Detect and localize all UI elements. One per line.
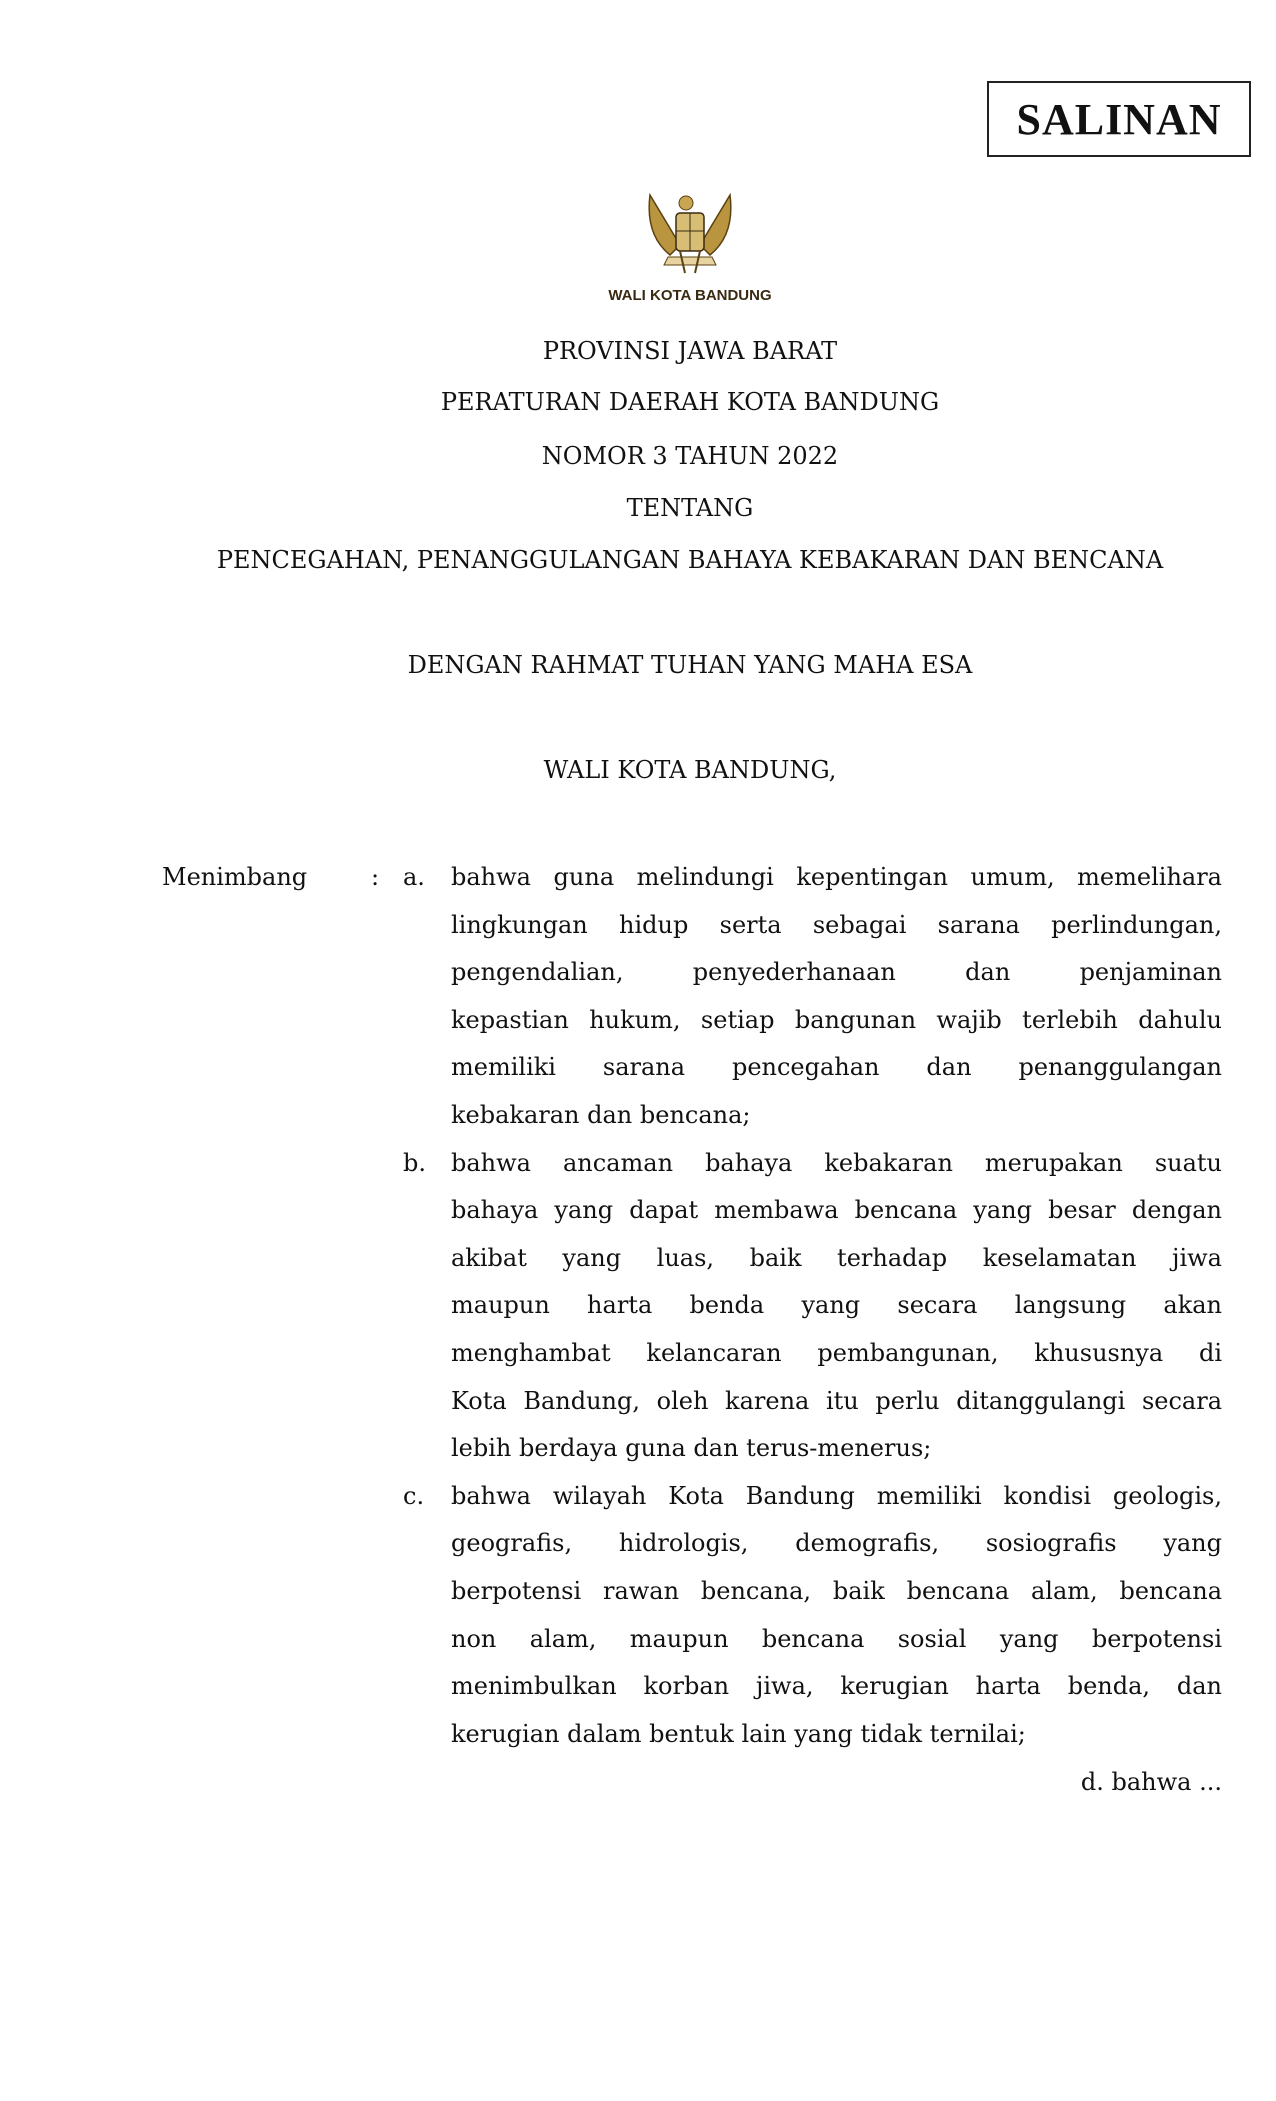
item-text-line: akibat yang luas, baik terhadap keselamatan jiwa [451, 1243, 1222, 1272]
item-text-line: bahaya yang dapat membawa bencana yang besar dengan [451, 1196, 1222, 1225]
considering-colon: : [371, 863, 380, 891]
salinan-stamp: SALINAN [987, 81, 1251, 157]
garuda-emblem-icon [640, 185, 740, 285]
item-text-line: bahwa guna melindungi kepentingan umum, memelihara [451, 863, 1222, 891]
item-text-line: menimbulkan korban jiwa, kerugian harta benda, dan [451, 1672, 1222, 1701]
item-text-line: bahwa ancaman bahaya kebakaran merupakan suatu [451, 1148, 1222, 1177]
logo-caption: WALI KOTA BANDUNG [608, 287, 772, 304]
item-text-line: kebakaran dan bencana; [451, 1101, 751, 1129]
item-text-line: lebih berdaya guna dan terus-menerus; [451, 1434, 932, 1463]
item-text-line: memiliki sarana pencegahan dan penanggulangan [451, 1053, 1222, 1082]
item-marker: a. [403, 863, 425, 891]
item-text-line: geografis, hidrologis, demografis, sosiografis yang [451, 1529, 1222, 1558]
item-text-line: berpotensi rawan bencana, baik bencana alam, bencana [451, 1577, 1222, 1605]
heading-regulation: PERATURAN DAERAH KOTA BANDUNG [440, 388, 940, 416]
item-marker: c. [403, 1481, 425, 1510]
heading-about: TENTANG [626, 494, 754, 522]
heading-province: PROVINSI JAWA BARAT [542, 337, 838, 365]
item-text-line: lingkungan hidup serta sebagai sarana perlindungan, [451, 910, 1222, 939]
item-text-line: pengendalian, penyederhanaan dan penjaminan [451, 958, 1222, 987]
item-text-line: menghambat kelancaran pembangunan, khususnya di [451, 1339, 1222, 1367]
continuation-catchword: d. bahwa ... [1080, 1768, 1222, 1796]
garuda-logo [570, 165, 810, 315]
considering-label: Menimbang [162, 863, 308, 891]
item-marker: b. [403, 1148, 426, 1177]
item-text-line: kepastian hukum, setiap bangunan wajib terlebih dahulu [451, 1005, 1222, 1034]
item-text-line: bahwa wilayah Kota Bandung memiliki kondisi geologis, [451, 1481, 1222, 1510]
item-text-line: Kota Bandung, oleh karena itu perlu ditanggulangi secara [451, 1386, 1222, 1415]
invocation: DENGAN RAHMAT TUHAN YANG MAHA ESA [407, 651, 973, 679]
heading-subject: PENCEGAHAN, PENANGGULANGAN BAHAYA KEBAKARAN DAN BENCANA [216, 546, 1164, 574]
issuer: WALI KOTA BANDUNG, [543, 756, 837, 784]
item-text-line: non alam, maupun bencana sosial yang berpotensi [451, 1624, 1222, 1653]
item-text-line: maupun harta benda yang secara langsung akan [451, 1291, 1222, 1320]
heading-number: NOMOR 3 TAHUN 2022 [541, 442, 839, 470]
item-text-line: kerugian dalam bentuk lain yang tidak ternilai; [451, 1719, 1026, 1748]
